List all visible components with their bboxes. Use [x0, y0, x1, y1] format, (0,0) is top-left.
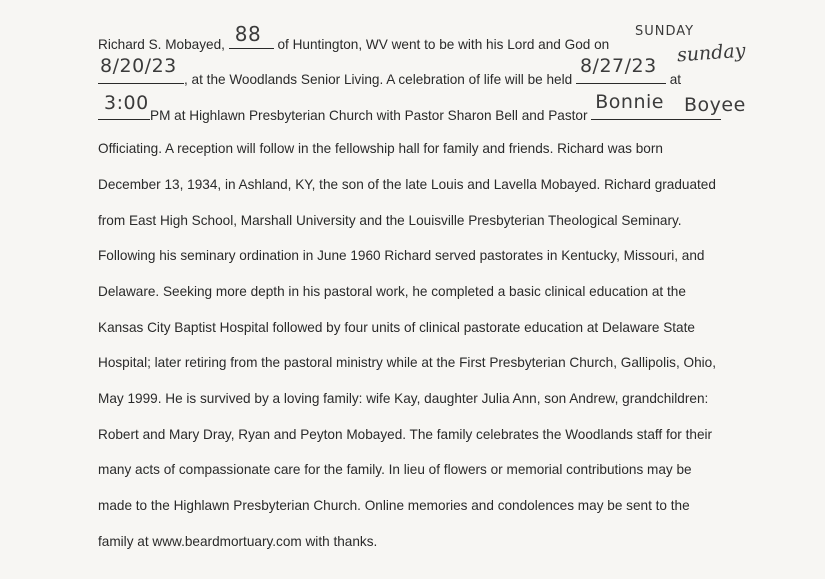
text-line-5: December 13, 1934, in Ashland, KY, the son of the late Louis and Lavella Mobayed. Richard graduated — [98, 177, 716, 192]
handwritten-service-time: 3:00 — [104, 92, 149, 114]
text-segment: at — [665, 72, 682, 87]
text-line-10: Hospital; later retiring from the pastoral ministry while at the First Presbyterian Church, Gallipolis, Ohio, — [98, 355, 716, 370]
text-line-15: family at www.beardmortuary.com with thanks. — [98, 534, 378, 549]
handwritten-age: 88 — [234, 22, 262, 46]
text-line-9: Kansas City Baptist Hospital followed by four units of clinical pastorate education at Delaware State — [98, 320, 695, 335]
death-date-field — [98, 55, 184, 84]
text-line-14: made to the Highlawn Presbyterian Church. Online memories and condolences may be sent to the — [98, 498, 690, 513]
text-segment: , at the Woodlands Senior Living. A celebration of life will be held — [184, 72, 576, 87]
text-segment: PM at Highlawn Presbyterian Church with Pastor Sharon Bell and Pastor — [150, 108, 592, 123]
text-segment: Richard S. Mobayed, — [98, 37, 229, 52]
text-line-11: May 1999. He is survived by a loving family: wife Kay, daughter Julia Ann, son Andrew, grandchildren: — [98, 391, 709, 406]
text-line-1 — [98, 22, 610, 54]
handwritten-pastor-surname: Boyee — [684, 94, 746, 116]
age-field — [229, 22, 274, 49]
text-line-4: Officiating. A reception will follow in the fellowship hall for family and friends. Richard was born — [98, 141, 663, 156]
text-line-8: Delaware. Seeking more depth in his pastoral work, he completed a basic clinical education at the — [98, 284, 686, 299]
text-line-6: from East High School, Marshall University and the Louisville Presbyterian Theological Seminary. — [98, 213, 682, 228]
text-segment: of Huntington, WV went to be with his Lord and God on — [273, 37, 610, 52]
handwritten-service-date: 8/27/23 — [579, 55, 657, 77]
text-line-12: Robert and Mary Dray, Ryan and Peyton Mobayed. The family celebrates the Woodlands staff for their — [98, 427, 713, 442]
handwritten-death-date: 8/20/23 — [100, 55, 177, 77]
text-line-7: Following his seminary ordination in June 1960 Richard served pastorates in Kentucky, Missouri, and — [98, 248, 705, 263]
handwritten-pastor: Bonnie — [595, 91, 664, 113]
service-date-field — [576, 55, 666, 84]
handwritten-death-day: SUNDAY — [635, 24, 695, 39]
text-line-2 — [98, 55, 682, 89]
handwritten-service-day: sunday — [676, 39, 747, 67]
service-time-field — [98, 92, 150, 120]
text-line-13: many acts of compassionate care for the family. In lieu of flowers or memorial contributions may be — [98, 462, 692, 477]
